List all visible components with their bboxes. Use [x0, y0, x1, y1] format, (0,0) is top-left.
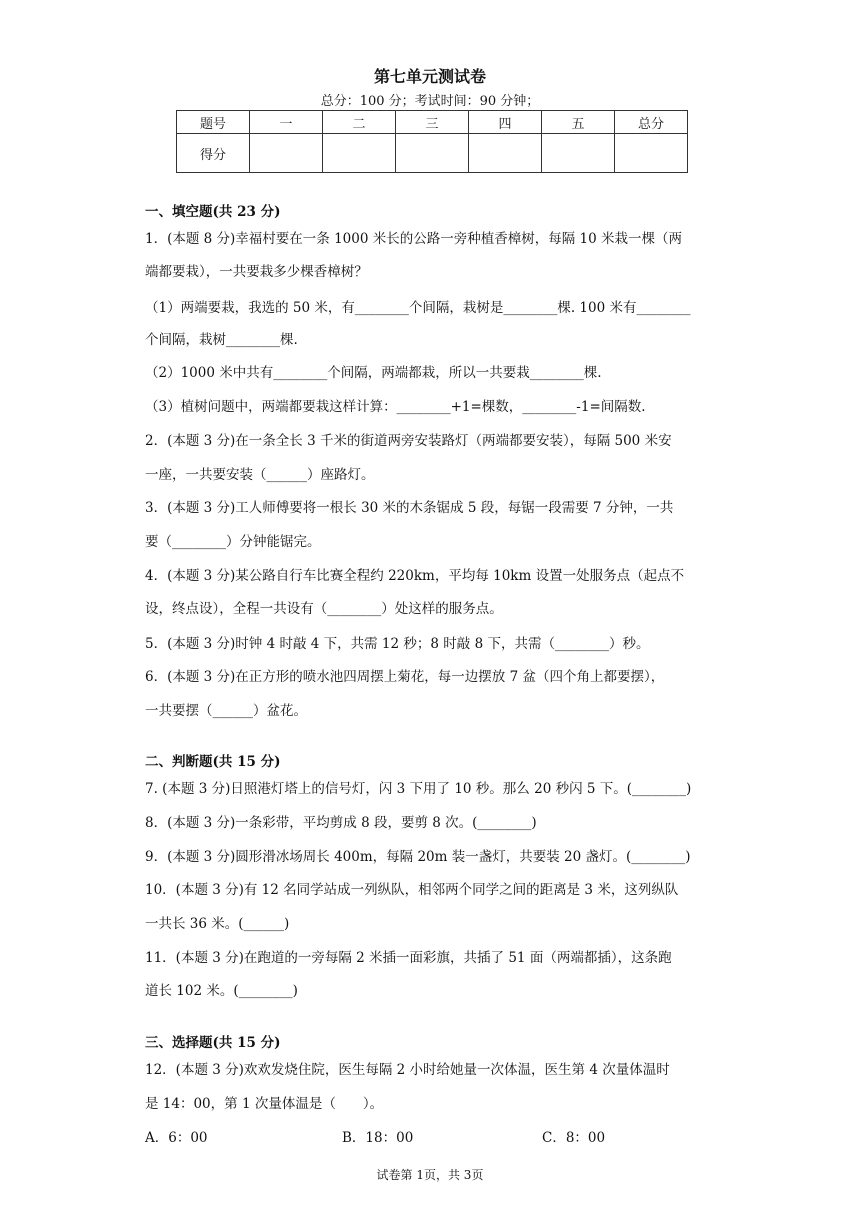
option-a[interactable]: A．6：00 — [145, 1130, 208, 1146]
question-line: 个间隔，栽树________棵. — [145, 332, 298, 348]
question-line: 7. (本题 3 分)日照港灯塔上的信号灯，闪 3 下用了 10 秒。那么 20 秒闪 5 下。(________) — [145, 781, 692, 797]
score-header-cell: 题号 — [177, 111, 250, 134]
section-title-multiple-choice: 三、选择题(共 15 分) — [145, 1035, 281, 1051]
question-line: （3）植树问题中，两端都要栽这样计算：________+1=棵数，________-1=间隔数. — [145, 399, 646, 415]
score-cell[interactable] — [250, 134, 323, 173]
question-line: 一座，一共要安装（______）座路灯。 — [145, 467, 375, 483]
question-line: 1．(本题 8 分)幸福村要在一条 1000 米长的公路一旁种植香樟树，每隔 10 米栽一棵（两 — [145, 231, 682, 247]
page-title: 第七单元测试卷 — [373, 67, 486, 86]
score-header-cell: 三 — [396, 111, 469, 134]
score-cell[interactable] — [396, 134, 469, 173]
question-line: 12．(本题 3 分)欢欢发烧住院，医生每隔 2 小时给她量一次体温，医生第 4 次量体温时 — [145, 1062, 670, 1078]
score-header-cell: 一 — [250, 111, 323, 134]
question-line: 设，终点设），全程一共设有（________）处这样的服务点。 — [145, 601, 503, 617]
score-cell[interactable] — [615, 134, 688, 173]
section-title-fill-blank: 一、填空题(共 23 分) — [145, 204, 281, 220]
question-line: （2）1000 米中共有________个间隔，两端都栽，所以一共要栽________棵. — [145, 365, 602, 381]
question-line: 11．(本题 3 分)在跑道的一旁每隔 2 米插一面彩旗，共插了 51 面（两端都插），这条跑 — [145, 950, 672, 966]
score-header-cell: 总分 — [615, 111, 688, 134]
question-line: 4．(本题 3 分)某公路自行车比赛全程约 220km，平均每 10km 设置一处服务点（起点不 — [145, 568, 685, 584]
question-line: 10．(本题 3 分)有 12 名同学站成一列纵队，相邻两个同学之间的距离是 3 米，这列纵队 — [145, 882, 679, 898]
question-line: 8．(本题 3 分)一条彩带，平均剪成 8 段，要剪 8 次。(________) — [145, 815, 537, 831]
score-cell[interactable] — [323, 134, 396, 173]
option-b[interactable]: B．18：00 — [342, 1130, 414, 1146]
score-table-header-row — [177, 111, 688, 134]
question-line: （1）两端要栽，我选的 50 米，有________个间隔，栽树是________棵. 100 米有________ — [145, 300, 691, 316]
question-line: 一共要摆（______）盆花。 — [145, 703, 307, 719]
question-line: 3．(本题 3 分)工人师傅要将一根长 30 米的木条锯成 5 段，每锯一段需要 7 分钟，一共 — [145, 500, 674, 516]
score-table — [176, 110, 688, 173]
page-footer: 试卷第 1页，共 3页 — [376, 1168, 484, 1182]
score-cell[interactable] — [469, 134, 542, 173]
score-header-cell: 二 — [323, 111, 396, 134]
score-header-cell: 五 — [542, 111, 615, 134]
question-line: 是 14：00，第 1 次量体温是（ ）。 — [145, 1096, 384, 1112]
score-row-label: 得分 — [177, 134, 250, 173]
question-line: 9．(本题 3 分)圆形滑冰场周长 400m，每隔 20m 装一盏灯，共要装 20 盏灯。(________) — [145, 849, 691, 865]
score-table-score-row — [177, 134, 688, 173]
question-line: 6．(本题 3 分)在正方形的喷水池四周摆上菊花，每一边摆放 7 盆（四个角上都要摆）， — [145, 669, 665, 685]
question-line: 5．(本题 3 分)时钟 4 时敲 4 下，共需 12 秒；8 时敲 8 下，共需（________）秒。 — [145, 636, 650, 652]
question-line: 要（________）分钟能锯完。 — [145, 534, 321, 550]
score-cell[interactable] — [542, 134, 615, 173]
question-line: 2．(本题 3 分)在一条全长 3 千米的街道两旁安装路灯（两端都要安装），每隔 500 米安 — [145, 433, 672, 449]
question-line: 道长 102 米。(________) — [145, 983, 298, 999]
section-title-true-false: 二、判断题(共 15 分) — [145, 754, 281, 770]
option-c[interactable]: C．8：00 — [542, 1130, 606, 1146]
exam-info: 总分：100 分；考试时间：90 分钟； — [320, 94, 540, 109]
question-line: 端都要栽），一共要栽多少棵香樟树？ — [145, 264, 368, 280]
score-header-cell: 四 — [469, 111, 542, 134]
question-line: 一共长 36 米。(______) — [145, 916, 290, 932]
